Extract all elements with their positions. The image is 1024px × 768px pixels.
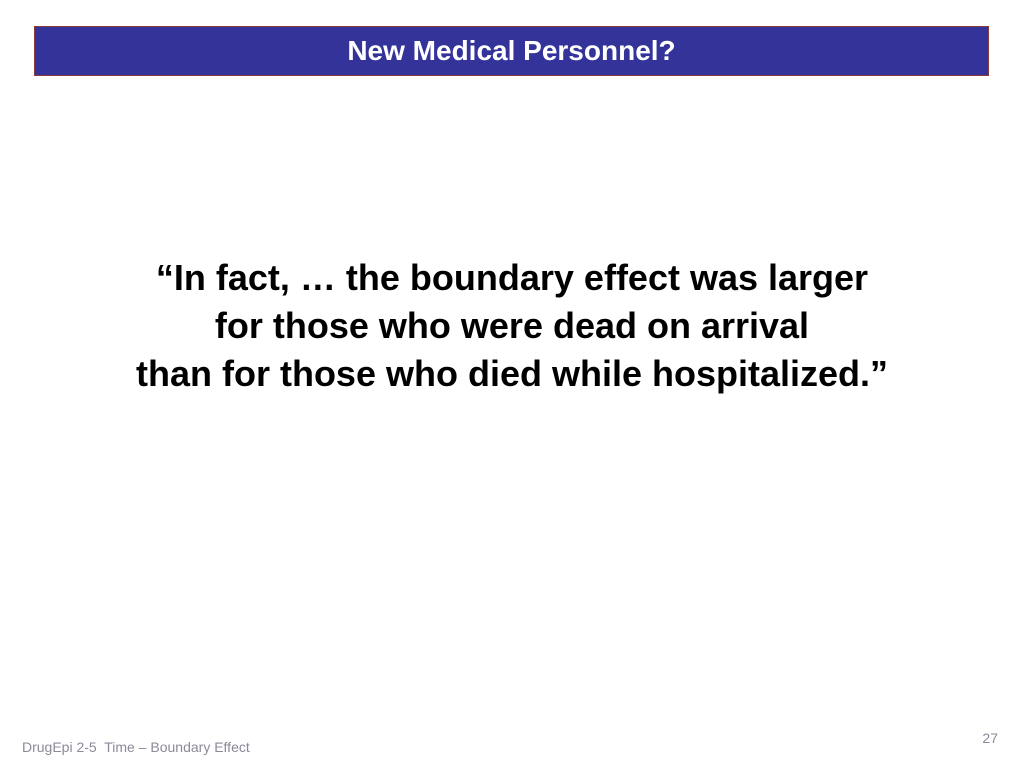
quote-line-3: than for those who died while hospitalized.” — [135, 353, 889, 394]
quote-line-1: “In fact, … the boundary effect was larger — [155, 257, 869, 298]
slide-title: New Medical Personnel? — [347, 35, 676, 66]
slide-title-bar — [34, 26, 989, 76]
quote-line-2: for those who were dead on arrival — [214, 305, 810, 346]
quote-block — [40, 254, 984, 398]
slide-footer: DrugEpi 2-5 Time – Boundary Effect — [22, 739, 250, 755]
page-number: 27 — [982, 730, 998, 746]
